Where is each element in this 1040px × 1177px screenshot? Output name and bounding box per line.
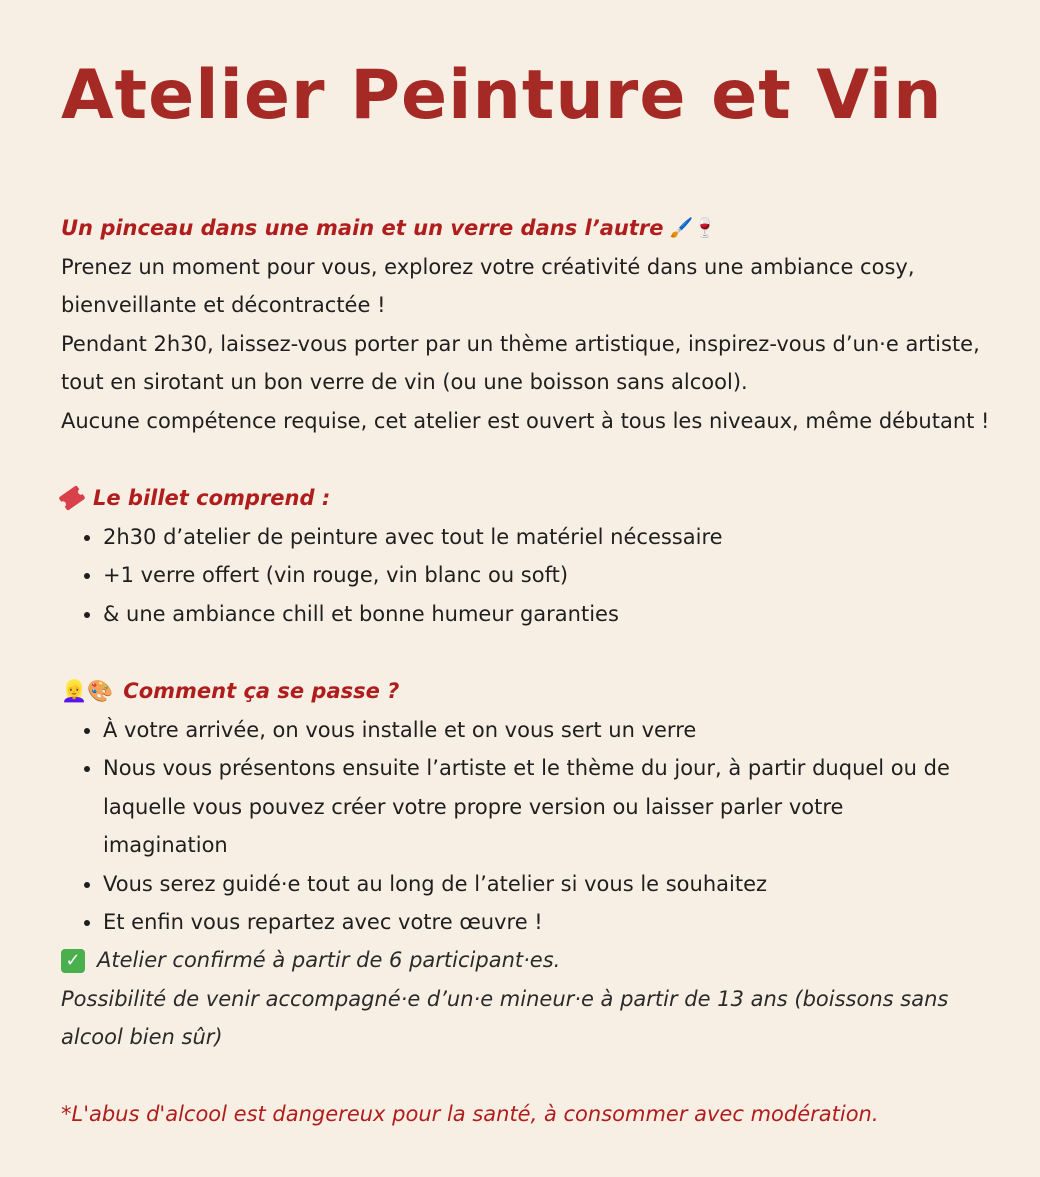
list-item: • 2h30 d’atelier de peinture avec tout le matériel nécessaire [103,518,991,557]
list-item: • & une ambiance chill et bonne humeur garanties [103,595,991,634]
list-item: • Et enfin vous repartez avec votre œuvre ! [103,903,991,942]
process-list [61,711,991,942]
page-title: Atelier Peinture et Vin [61,56,943,135]
intro-line: Prenez un moment pour vous, explorez votre créativité dans une ambiance cosy, [61,254,915,279]
notes-section [61,941,991,1057]
list-item: • À votre arrivée, on vous installe et on vous sert un verre [103,711,991,750]
process-section [61,672,991,942]
intro-line: tout en sirotant un bon verre de vin (ou une boisson sans alcool). [61,370,748,394]
list-item: • Nous vous présentons ensuite l’artiste et le thème du jour, à partir duquel ou de laquelle vous pouvez créer votre propre version ou laisser parler votre imagination [103,749,991,865]
ticket-section [61,479,991,633]
intro-line: Aucune compétence requise, cet atelier est ouvert à tous les niveaux, même débutant ! [61,408,990,433]
intro-heading-text: Un pinceau dans une main et un verre dans l’autre [61,216,664,240]
ticket-icon [61,490,83,506]
ticket-list [61,518,991,634]
intro-section [61,209,991,440]
intro-line: bienveillante et décontractée ! [61,293,386,317]
alcohol-warning: *L'abus d'alcool est dangereux pour la santé, à consommer avec modération. [61,1102,879,1126]
paintbrush-wine-icon: 🖌️🍷 [669,217,717,239]
person-palette-icon: 👱‍♀️🎨 [61,679,114,703]
list-item: • +1 verre offert (vin rouge, vin blanc ou soft) [103,556,991,595]
process-heading [61,672,991,711]
ticket-heading-text: Le billet comprend : [93,486,331,510]
check-icon: ✓ [61,949,85,973]
list-item: • Vous serez guidé·e tout au long de l’atelier si vous le souhaitez [103,865,991,904]
confirmed-note [61,941,991,980]
intro-heading [61,209,991,248]
minors-note: Possibilité de venir accompagné·e d’un·e mineur·e à partir de 13 ans (boissons sans alcool bien sûr) [61,986,949,1049]
intro-line: Pendant 2h30, laissez-vous porter par un thème artistique, inspirez-vous d’un·e artiste, [61,331,980,356]
ticket-heading [61,479,991,518]
process-heading-text: Comment ça se passe ? [123,679,400,703]
confirmed-text: Atelier confirmé à partir de 6 participant·es. [97,948,561,972]
